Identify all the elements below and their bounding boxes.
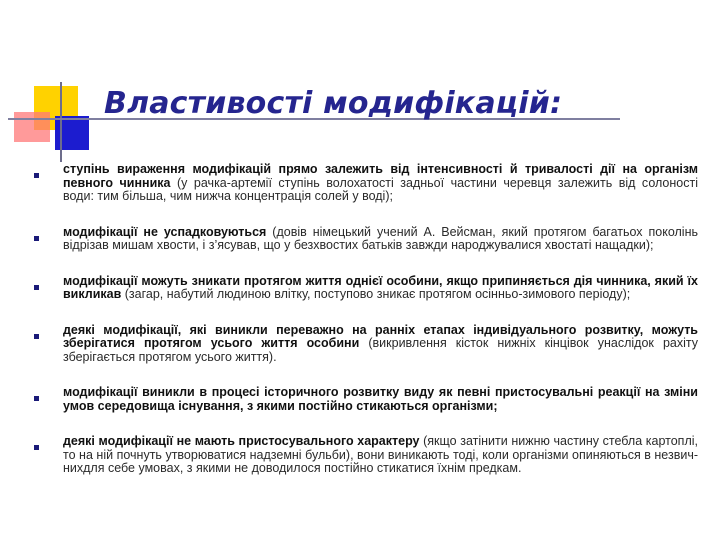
bullet-marker-icon bbox=[34, 173, 39, 178]
bullet-bold-text: модифікації виникли в процесі історичного розвитку виду як певні пристосувальні реакції на зміни умов середовища існування, з якими постійно стикаються організми; bbox=[63, 385, 698, 413]
slide-title: Властивості модифікацій: bbox=[104, 86, 563, 121]
bullet-bold-text: деякі модифікації не мають пристосувального характеру bbox=[63, 434, 420, 448]
bullet-text bbox=[63, 275, 698, 302]
bullet-item bbox=[34, 324, 698, 365]
bullet-item bbox=[34, 386, 698, 413]
bullet-text bbox=[63, 435, 698, 476]
bullet-text bbox=[63, 324, 698, 365]
bullet-item bbox=[34, 226, 698, 253]
bullet-normal-text: (якщо затінити нижню частину стебла картоплі, то на ній почнуть утворюватися надземні бульби), вони виникають тоді, коли організми опиняються в незвич-нихдля себе умовах, з якими не доводилося постійно стикатися їхнім предкам. bbox=[63, 434, 698, 475]
bullet-marker-icon bbox=[34, 334, 39, 339]
bullet-marker-icon bbox=[34, 236, 39, 241]
bullet-bold-text: модифікації можуть зникати протягом життя однієї особини, якщо припиняється дія чинника, який їх викликав bbox=[63, 273, 698, 301]
bullet-marker-icon bbox=[34, 285, 39, 290]
bullet-list bbox=[34, 163, 698, 498]
bullet-item bbox=[34, 275, 698, 302]
bullet-item bbox=[34, 435, 698, 476]
decor-vertical-line bbox=[60, 82, 62, 162]
bullet-normal-text: (викривлення кісток нижніх кінцівок унаслідок рахіту зберігається протягом усього життя). bbox=[63, 336, 699, 364]
bullet-normal-text: (довів німецький учений А. Вейсман, який протягом багатьох поколінь відрізав мишам хвости, і з’ясував, що у безхвостих батьків завжди народжувалися хвостаті нащадки); bbox=[63, 224, 698, 252]
bullet-text bbox=[63, 386, 698, 413]
bullet-item bbox=[34, 163, 698, 204]
bullet-bold-text: ступінь вираження модифікацій прямо залежить від інтенсивності й тривалості дії на організм певного чинника bbox=[63, 162, 698, 190]
bullet-text bbox=[63, 226, 698, 253]
decor-red-square bbox=[14, 112, 50, 142]
bullet-bold-text: деякі модифікації, які виникли переважно на ранніх етапах індивідуального розвитку, можуть зберігатися протягом усього життя особини bbox=[63, 322, 698, 350]
bullet-normal-text: (у рачка-артемії ступінь волохатості задньої частини черевця залежить від солоності води: тим більша, чим нижча концентрація солей у воді); bbox=[63, 175, 698, 203]
bullet-normal-text: (загар, набутий людиною влітку, поступово зникає протягом осінньо-зимового періоду); bbox=[121, 287, 631, 301]
bullet-text bbox=[63, 163, 698, 204]
bullet-bold-text: модифікації не успадковуються bbox=[63, 224, 267, 239]
bullet-marker-icon bbox=[34, 445, 39, 450]
bullet-marker-icon bbox=[34, 396, 39, 401]
